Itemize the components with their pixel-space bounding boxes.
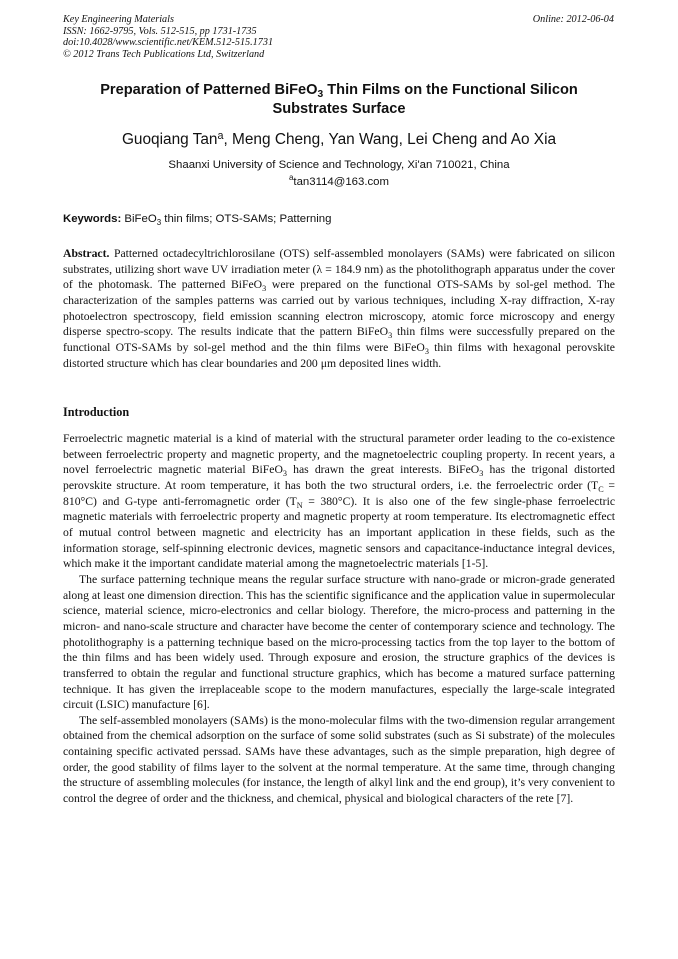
introduction-heading: Introduction [63,405,130,419]
intro-p1-e: = 380°C). It is also one of the few single-phase ferroelectric magnetic materials with ferroelectric property and magnetic property at room temperature. Its electromagnetic effect of mutual control between magnetic and electricity has an important application in these fields, such as the information storage, self-spinning electronic devices, magnetic sensors and capacitance-inductance integral devices, which make it the important candidate material among the magnetoelectric materials [1-5]. [63,494,616,571]
abstract-text-1: Patterned octadecyltrichlorosilane (OTS) self-assembled monolayers (SAMs) were fabricated on silicon substrates, utilizing short wave UV irradiation meter (λ = 184.9 nm) as the photolithograph apparatus under the cover of the photomask. The patterned BiFeO [63,247,615,292]
email-address: tan3114@163.com [293,176,390,188]
keywords-text-1: BiFeO [121,213,157,225]
intro-paragraph-1 [63,431,615,572]
title-subscript: 3 [317,89,324,100]
intro-p1-c: has the trigonal distorted perovskite structure. At room temperature, it has both the two structural orders, i.e. the ferroelectric order (T [63,463,615,492]
abstract-text-2: were prepared on the functional OTS-SAMs by sol-gel method. The characterization of the samples patterns was carried out by various techniques, including X-ray diffraction, X-ray photoelectron spectroscopy, field emission scanning electron microscopy, atomic force microscopy and energy disperse spectro-scopy. The results indicate that the pattern BiFeO [63,278,615,339]
intro-p1-tn-sub: N [296,500,303,510]
keywords-subscript: 3 [156,218,162,227]
intro-p1-b: has drawn the great interests. BiFeO [286,463,480,477]
intro-paragraph-3: The self-assembled monolayers (SAMs) is the mono-molecular films with the two-dimension regular arrangement obtained from the chemical adsorption on the surface of some solid substrates (such as Si substrate) of the molecules containing specific activated perssad. SAMs have these advantages, such as the simple preparation, high degree of order, the good stability of films layer to the solvent at the normal temperature. At the same time, through changing the structure of assembling molecules (for instance, the length of alkyl link and the end group), it’s very convenient to control the degree of order and the thickness, and chemical, physical and biological characters of the rete [7]. [63,713,615,806]
abstract [63,246,615,371]
intro-p1-d: = 810°C) and G-type anti-ferromagnetic order (T [63,478,615,508]
abstract-subscript-3: 3 [424,346,429,356]
copyright-line: © 2012 Trans Tech Publications Ltd, Switzerland [63,48,265,60]
online-date: Online: 2012-06-04 [532,14,614,25]
intro-p1-tc-sub: C [598,484,604,494]
keywords-text-2: thin films; OTS-SAMs; Patterning [161,213,332,225]
affiliation: Shaanxi University of Science and Technology, Xi'an 710021, China [168,159,510,171]
abstract-subscript-1: 3 [262,284,267,294]
first-author: Guoqiang Tan [121,131,218,148]
abstract-label: Abstract. [63,247,110,260]
issn-line: ISSN: 1662-9795, Vols. 512-515, pp 1731-1735 [63,25,257,37]
journal-header [63,14,273,60]
author-list [63,131,615,149]
title-part-1: Preparation of Patterned BiFeO [100,82,318,98]
author-superscript: a [217,130,224,142]
abstract-text-3: thin films were successfully prepared on the functional OTS-SAMs by sol-gel method and the thin films were BiFeO [63,325,615,354]
abstract-text-4: thin films with hexagonal perovskite distorted structure which has clear boundaries and 200 μm deposited lines width. [63,340,615,370]
other-authors: , Meng Cheng, Yan Wang, Lei Cheng and Ao Xia [223,131,557,148]
title-part-2: Thin Films on the Functional Silicon Substrates Surface [272,82,578,117]
doi-line: doi:10.4028/www.scientific.net/KEM.512-515.1731 [63,37,274,48]
paper-title [63,81,615,119]
keywords-line [63,212,615,226]
keywords-label: Keywords: [63,213,122,225]
email-superscript: a [288,173,294,182]
journal-name: Key Engineering Materials [63,14,174,25]
abstract-subscript-2: 3 [388,331,393,341]
intro-p1-sub-1: 3 [282,469,287,479]
intro-paragraph-2: The surface patterning technique means the regular surface structure with nano-grade or micron-grade generated along at least one dimension direction. This has the scientific significance and the application value in supermolecular science, material science, micro-electronics and cellar biology. Therefore, the micro-process and patterning in the micron- and nano-scale structure and character have become the center of contemporary science and technology. The photolithography is a patterning technique based on the micro-processing tactics from the top layer to the bottom of the thin films and has been widely used. Through exposure and erosion, the structure graphics of the devices is transferred to obtain the regular and functional structure graphics, which has become a matured surface patterning technique. It has given the irreplaceable scope to the modern manufactures, especially the large-scale integrated circuit (LSIC) manufacture [6]. [63,572,615,712]
introduction-body [63,431,615,807]
intro-p1-sub-2: 3 [479,469,484,479]
author-email [63,175,615,189]
intro-p1-a: Ferroelectric magnetic material is a kind of material with the structural parameter order leading to the co-existence between ferroelectric property and magnetic property, and the magnetoelectric coupling property. In recent years, a novel ferroelectric magnetic material BiFeO [63,432,615,477]
